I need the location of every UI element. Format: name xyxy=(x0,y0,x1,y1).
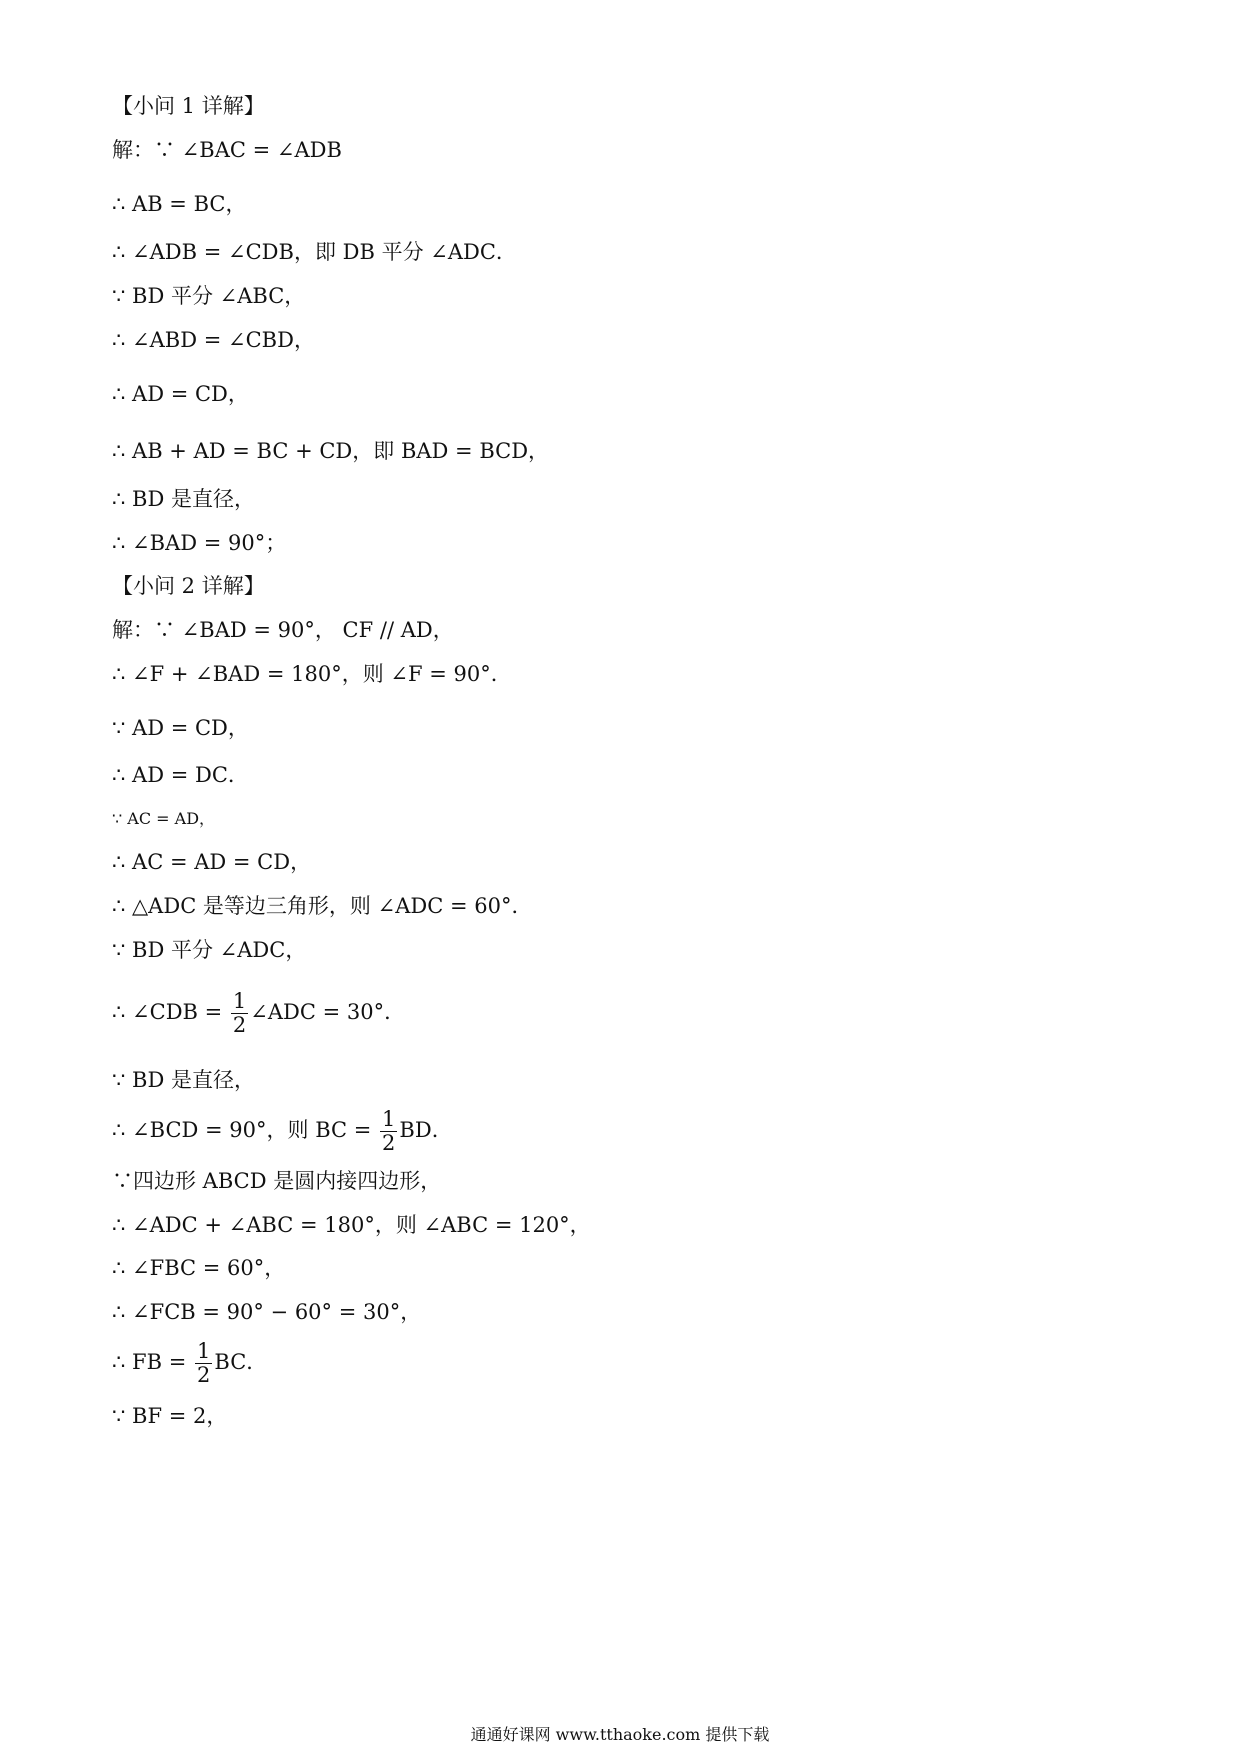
solution-line: 解：∵ ∠BAC = ∠ADB xyxy=(112,138,342,162)
fraction: $\frac{1}{2}$ xyxy=(382,1107,396,1156)
solution-line: ∴ ∠FCB = 90° − 60° = 30°， xyxy=(112,1300,422,1324)
solution-line: ∴ AD = DC． xyxy=(112,763,249,787)
section-heading-2: 【小问 2 详解】 xyxy=(112,574,265,598)
fraction-line-bcd: ∴ ∠BCD = 90°，则 BC = $\frac{1}{2}$ BD． xyxy=(112,1107,453,1156)
section-heading-1: 【小问 1 详解】 xyxy=(112,94,265,118)
solution-line: ∴ AD = CD， xyxy=(112,382,249,406)
solution-line: ∴ ∠FBC = 60°， xyxy=(112,1256,286,1280)
solution-line: ∵四边形 ABCD 是圆内接四边形， xyxy=(112,1169,442,1193)
solution-line: ∵ AC = AD， xyxy=(112,809,216,828)
solution-line: ∵ AD = CD， xyxy=(112,716,249,740)
solution-line: ∵ BF = 2， xyxy=(112,1404,228,1428)
solution-line: ∵ BD 是直径， xyxy=(112,1068,255,1092)
solution-line: ∴ ∠ADB = ∠CDB，即 DB 平分 ∠ADC． xyxy=(112,240,517,264)
page-footer: 通通好课网 www.tthaoke.com 提供下载 xyxy=(470,1725,770,1744)
solution-line: ∴ ∠ADC + ∠ABC = 180°，则 ∠ABC = 120°， xyxy=(112,1213,591,1237)
fraction-line-cdb: ∴ ∠CDB = $\frac{1}{2}$ ∠ADC = 30°． xyxy=(112,989,406,1038)
solution-line: ∴ BD 是直径， xyxy=(112,487,255,511)
solution-line: ∵ BD 平分 ∠ABC， xyxy=(112,284,306,308)
solution-line: ∴ ∠ABD = ∠CBD， xyxy=(112,328,315,352)
solution-line: 解：∵ ∠BAD = 90°， CF // AD， xyxy=(112,618,454,642)
solution-line: ∴ AB + AD = BC + CD，即 BAD = BCD， xyxy=(112,439,550,463)
solution-line: ∴ AB = BC， xyxy=(112,192,247,216)
solution-line: ∵ BD 平分 ∠ADC， xyxy=(112,938,307,962)
fraction: $\frac{1}{2}$ xyxy=(197,1339,211,1388)
fraction-line-fb: ∴ FB = $\frac{1}{2}$ BC． xyxy=(112,1339,268,1388)
solution-line: ∴ △ADC 是等边三角形，则 ∠ADC = 60°． xyxy=(112,894,533,918)
solution-line: ∴ ∠BAD = 90°； xyxy=(112,531,287,555)
solution-line: ∴ ∠F + ∠BAD = 180°，则 ∠F = 90°． xyxy=(112,662,512,686)
solution-line: ∴ AC = AD = CD， xyxy=(112,850,312,874)
fraction: $\frac{1}{2}$ xyxy=(232,989,247,1038)
